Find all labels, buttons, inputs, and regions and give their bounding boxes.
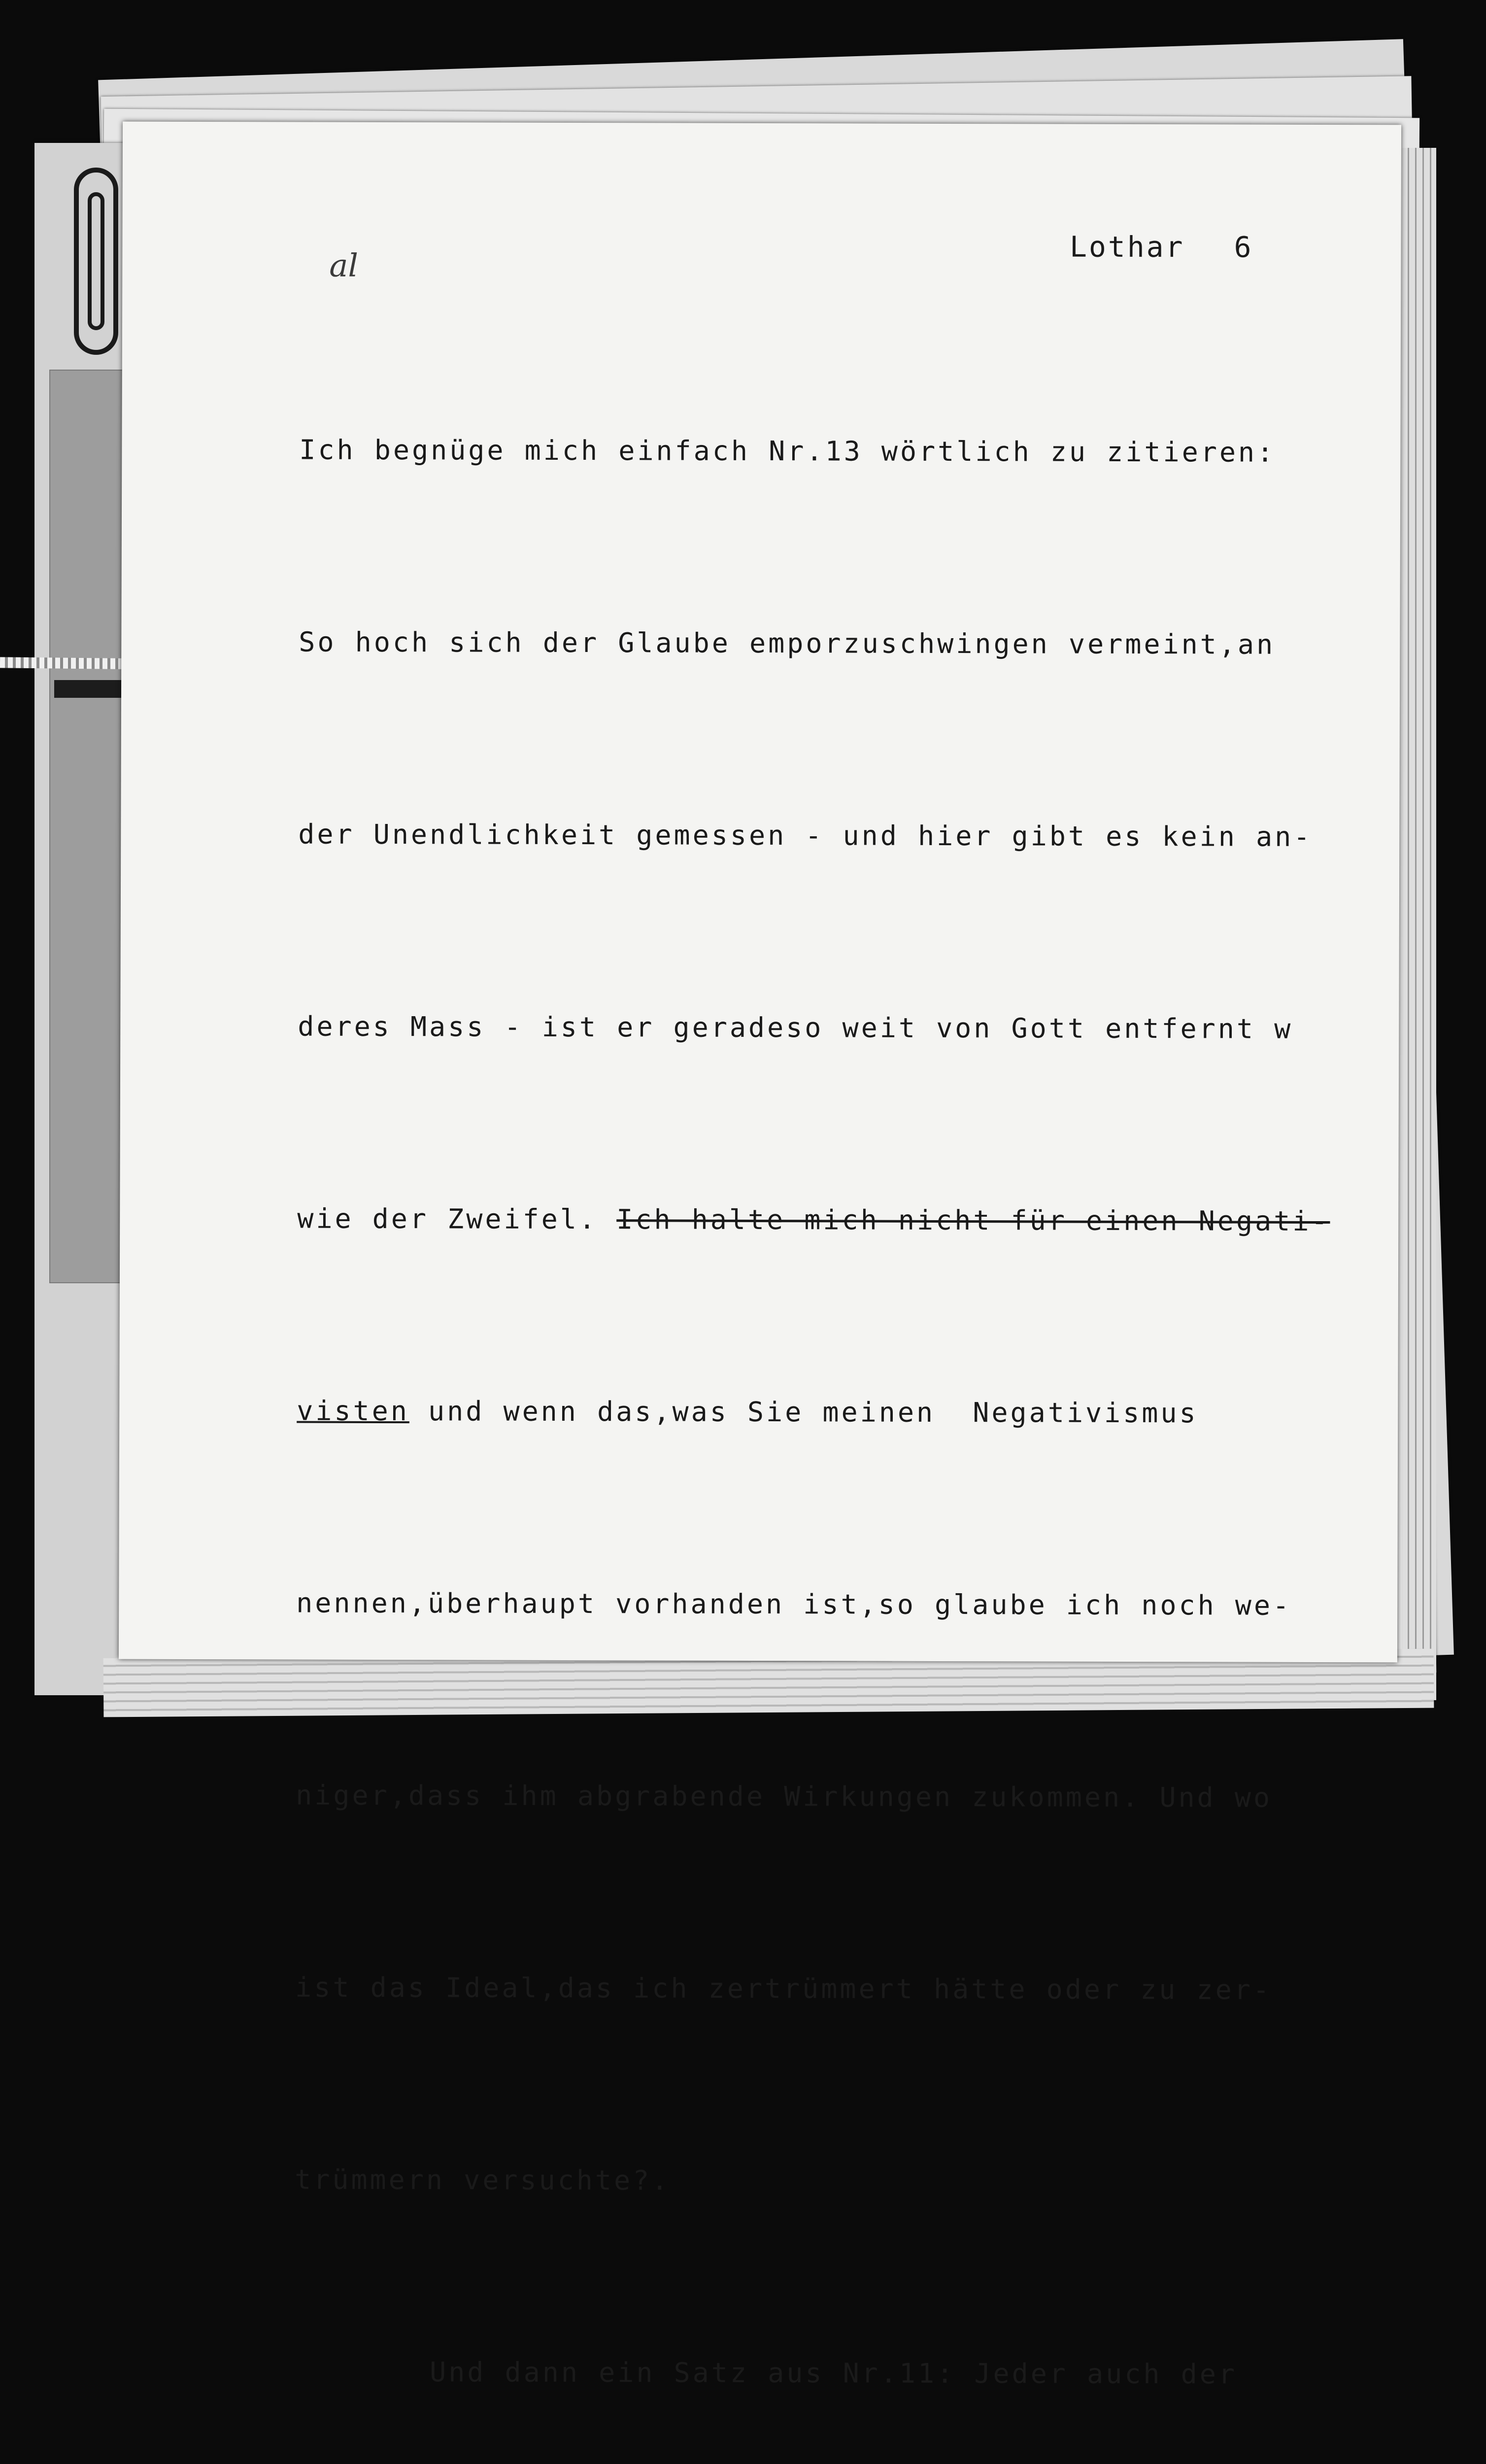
paper-clip-icon: [74, 168, 118, 355]
text-line: [297, 1379, 1405, 1446]
text-line: Ich begnüge mich einfach Nr.13 wörtlich zu zitieren:: [299, 434, 1276, 468]
text-line: ist das Ideal,das ich zertrümmert hätte oder zu zer-: [295, 1971, 1272, 2006]
text-line: niger,dass ihm abgrabende Wirkungen zukommen. Und wo: [296, 1779, 1273, 1814]
text-line: nennen,überhaupt vorhanden ist,so glaube ich noch we-: [296, 1587, 1292, 1621]
left-edge-strip: [49, 370, 125, 1283]
text-line-start: wie der Zweifel.: [297, 1202, 617, 1235]
text-line: Und dann ein Satz aus Nr.11: Jeder auch der: [430, 2356, 1238, 2390]
handwritten-margin-note: al: [329, 247, 359, 284]
text-line-rest: und wenn das,was Sie meinen Negativismus: [428, 1395, 1198, 1429]
text-line: [297, 1187, 1406, 1254]
page-number: 6: [1234, 230, 1253, 264]
text-line: deres Mass - ist er geradeso weit von Gott entfernt w: [298, 1010, 1293, 1045]
binding-band: [54, 680, 128, 698]
text-line: der Unendlichkeit gemessen - und hier gibt es kein an-: [298, 818, 1313, 853]
typed-body: [289, 290, 1408, 2464]
struck-continuation: visten: [297, 1395, 410, 1427]
text-line: trümmern versuchte?.: [295, 2163, 671, 2196]
header-name: Lothar: [1069, 230, 1185, 264]
struck-text: Ich halte mich nicht für einen Negati-: [616, 1203, 1330, 1237]
typed-page: [119, 122, 1401, 2390]
text-line: So hoch sich der Glaube emporzuschwingen vermeint,an: [299, 626, 1276, 660]
page-header: [1070, 230, 1253, 264]
